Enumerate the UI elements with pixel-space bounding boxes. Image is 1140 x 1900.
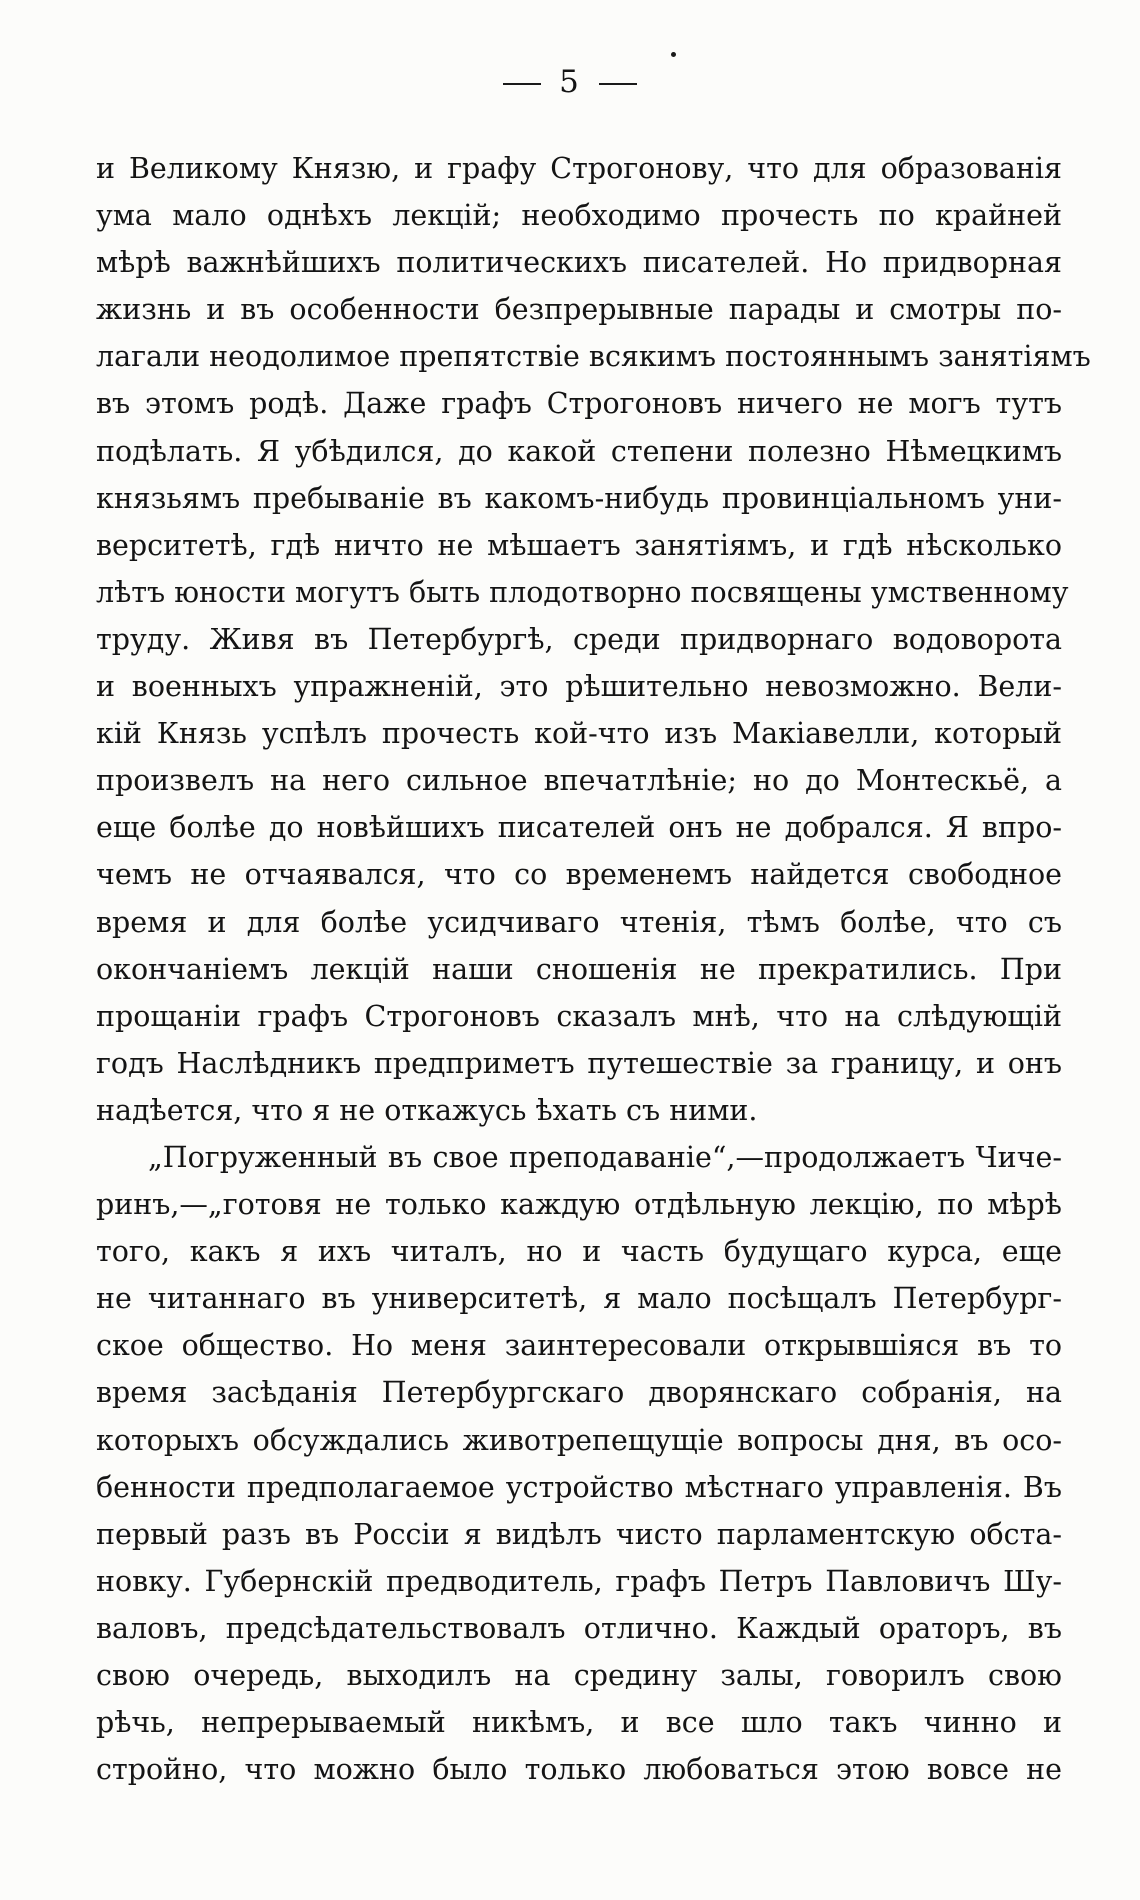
paragraph-end-line: надѣется, что я не откажусь ѣхать съ ними.: [96, 1093, 758, 1127]
text-line: время засѣданія Петербургскаго дворянскаго собранія, на: [96, 1376, 1062, 1410]
text-line: бенности предполагаемое устройство мѣстнаго управленія. Въ: [96, 1470, 1062, 1504]
text-line: князьямъ пребываніе въ какомъ-нибудь провинціальномъ уни-: [96, 481, 1062, 515]
text-line: чемъ не отчаявался, что со временемъ найдется свободное: [96, 858, 1062, 892]
page-number-header: [0, 62, 1140, 102]
text-line: мѣрѣ важнѣйшихъ политическихъ писателей. Но придворная: [96, 246, 1062, 280]
text-line: подѣлать. Я убѣдился, до какой степени полезно Нѣмецкимъ: [96, 434, 1062, 468]
text-line: верситетѣ, гдѣ ничто не мѣшаетъ занятіямъ, и гдѣ нѣсколько: [96, 528, 1062, 562]
text-line: кій Князь успѣлъ прочесть кой-что изъ Макіавелли, который: [96, 717, 1062, 751]
paragraph-start-line: „Погруженный въ свое преподаваніе“,—продолжаетъ Чиче-: [148, 1140, 1062, 1174]
text-line: въ этомъ родѣ. Даже графъ Строгоновъ ничего не могъ тутъ: [96, 387, 1062, 421]
text-line: прощаніи графъ Строгоновъ сказалъ мнѣ, что на слѣдующій: [96, 999, 1062, 1033]
text-line: произвелъ на него сильное впечатлѣніе; но до Монтескьё, а: [96, 764, 1062, 798]
text-line: того, какъ я ихъ читалъ, но и часть будущаго курса, еще: [96, 1235, 1062, 1269]
text-line: свою очередь, выходилъ на средину залы, говорилъ свою: [96, 1659, 1062, 1692]
right-dash: [599, 83, 637, 85]
text-line: новку. Губернскій предводитель, графъ Петръ Павловичъ Шу-: [96, 1564, 1062, 1598]
text-line: и военныхъ упражненій, это рѣшительно невозможно. Вели-: [96, 670, 1062, 704]
print-speck: [671, 52, 676, 57]
text-line: рѣчь, непрерываемый никѣмъ, и все шло такъ чинно и: [96, 1706, 1062, 1740]
text-line: лагали неодолимое препятствіе всякимъ постояннымъ занятіямъ: [96, 340, 1091, 374]
text-line: лѣтъ юности могутъ быть плодотворно посвящены умственному: [96, 575, 1069, 609]
text-line: ринъ,—„готовя не только каждую отдѣльную лекцію, по мѣрѣ: [96, 1188, 1062, 1222]
text-line: жизнь и въ особенности безпрерывные парады и смотры по-: [96, 293, 1062, 327]
text-line: ума мало однѣхъ лекцій; необходимо прочесть по крайней: [96, 199, 1062, 233]
text-line: годъ Наслѣдникъ предприметъ путешествіе за границу, и онъ: [96, 1046, 1062, 1080]
text-line: ское общество. Но меня заинтересовали открывшіяся въ то: [96, 1329, 1062, 1363]
text-line: время и для болѣе усидчиваго чтенія, тѣмъ болѣе, что съ: [96, 905, 1062, 939]
page-number: 5: [559, 64, 581, 100]
text-line: труду. Живя въ Петербургѣ, среди придворнаго водоворота: [96, 622, 1062, 656]
text-line: еще болѣе до новѣйшихъ писателей онъ не добрался. Я впро-: [96, 811, 1062, 845]
text-line: не читаннаго въ университетѣ, я мало посѣщалъ Петербург-: [96, 1282, 1062, 1316]
text-line: первый разъ въ Россіи я видѣлъ чисто парламентскую обста-: [96, 1517, 1062, 1551]
text-line: и Великому Князю, и графу Строгонову, что для образованія: [96, 152, 1062, 185]
text-line: которыхъ обсуждались животрепещущіе вопросы дня, въ осо-: [96, 1423, 1062, 1457]
text-line: валовъ, предсѣдательствовалъ отлично. Каждый ораторъ, въ: [96, 1611, 1062, 1645]
text-line: окончаніемъ лекцій наши сношенія не прекратились. При: [96, 952, 1062, 986]
body-text: [96, 145, 1091, 1793]
text-line: стройно, что можно было только любоваться этою вовсе не: [96, 1753, 1062, 1787]
left-dash: [503, 83, 541, 85]
